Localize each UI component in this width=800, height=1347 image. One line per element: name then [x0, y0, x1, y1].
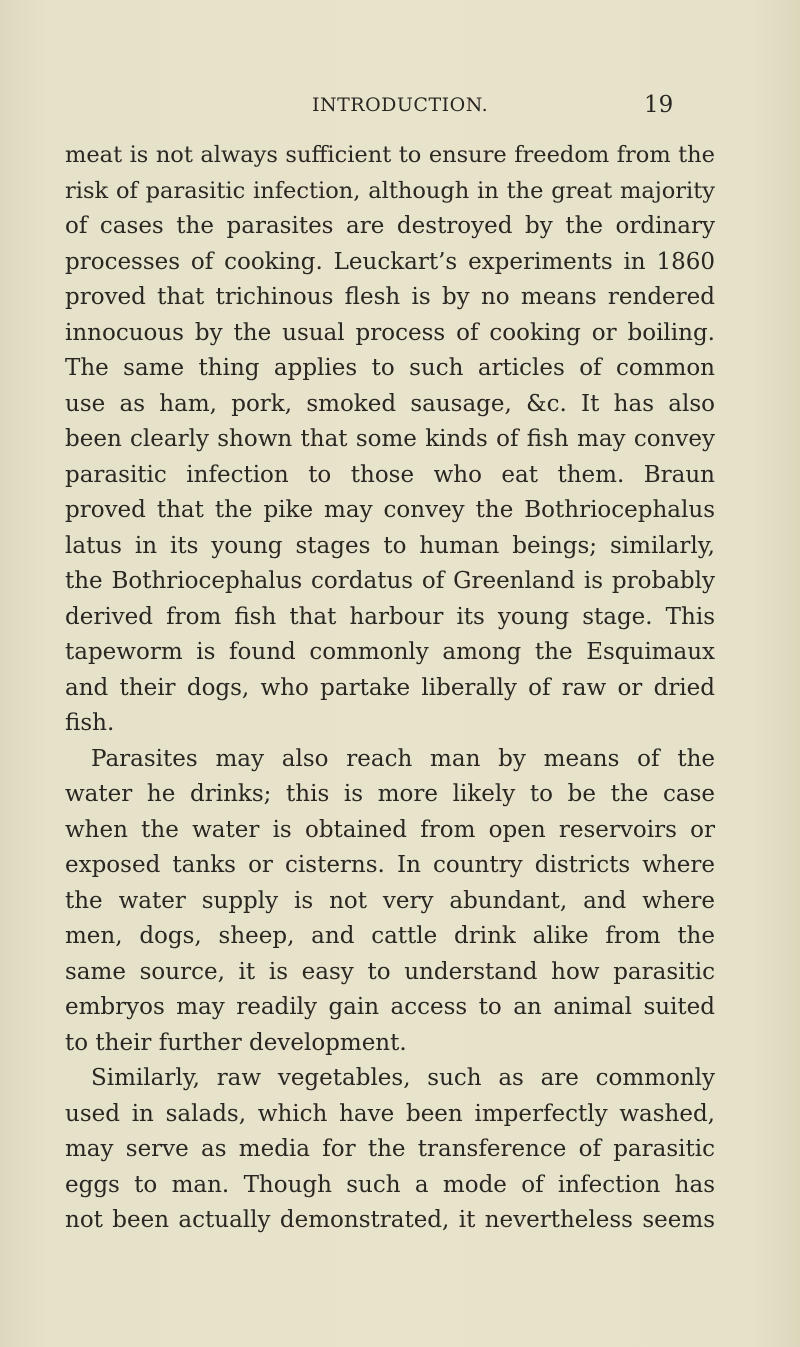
page-number: 19: [644, 92, 674, 118]
paragraph-start-line: Parasites may also reach man by means of the: [91, 745, 715, 772]
running-head: [0, 94, 800, 134]
text-line: of cases the parasites are destroyed by the ordinary: [65, 213, 715, 239]
text-line: tapeworm is found commonly among the Esquimaux: [65, 639, 715, 665]
text-line: risk of parasitic infection, although in the great majority: [65, 177, 715, 204]
text-line: innocuous by the usual process of cooking or boiling.: [65, 319, 715, 346]
text-line: may serve as media for the transference of parasitic: [65, 1136, 715, 1162]
body-text: [65, 138, 715, 1239]
text-line: to their further development.: [65, 1029, 407, 1056]
text-line: use as ham, pork, smoked sausage, &c. It has also: [65, 390, 715, 417]
text-line: when the water is obtained from open reservoirs or: [65, 816, 715, 843]
text-line: same source, it is easy to understand how parasitic: [65, 958, 715, 985]
text-line: not been actually demonstrated, it nevertheless seems: [65, 1207, 715, 1233]
text-line: meat is not always sufficient to ensure freedom from the: [65, 142, 715, 168]
text-line: the water supply is not very abundant, and where: [65, 887, 715, 914]
text-line: The same thing applies to such articles of common: [65, 355, 715, 381]
text-line: embryos may readily gain access to an animal suited: [65, 994, 715, 1020]
text-line: the Bothriocephalus cordatus of Greenland is probably: [65, 568, 715, 594]
text-line: processes of cooking. Leuckart’s experiments in 1860: [65, 248, 715, 275]
text-line: and their dogs, who partake liberally of raw or dried: [65, 674, 715, 701]
text-line: exposed tanks or cisterns. In country districts where: [65, 852, 715, 878]
text-line: eggs to man. Though such a mode of infection has: [65, 1171, 715, 1198]
text-line: latus in its young stages to human beings; similarly,: [65, 532, 715, 559]
text-line: parasitic infection to those who eat them. Braun: [65, 461, 715, 488]
text-line: men, dogs, sheep, and cattle drink alike from the: [65, 923, 715, 949]
text-line: been clearly shown that some kinds of fish may convey: [65, 426, 715, 452]
paragraph-start-line: Similarly, raw vegetables, such as are commonly: [91, 1065, 715, 1091]
text-line: fish.: [65, 710, 115, 736]
text-line: proved that the pike may convey the Bothriocephalus: [65, 497, 715, 523]
text-line: derived from fish that harbour its young stage. This: [65, 603, 715, 630]
text-line: proved that trichinous flesh is by no means rendered: [65, 284, 715, 310]
text-line: used in salads, which have been imperfectly washed,: [65, 1100, 715, 1127]
running-title: INTRODUCTION.: [312, 94, 489, 116]
text-line: water he drinks; this is more likely to be the case: [65, 781, 715, 807]
